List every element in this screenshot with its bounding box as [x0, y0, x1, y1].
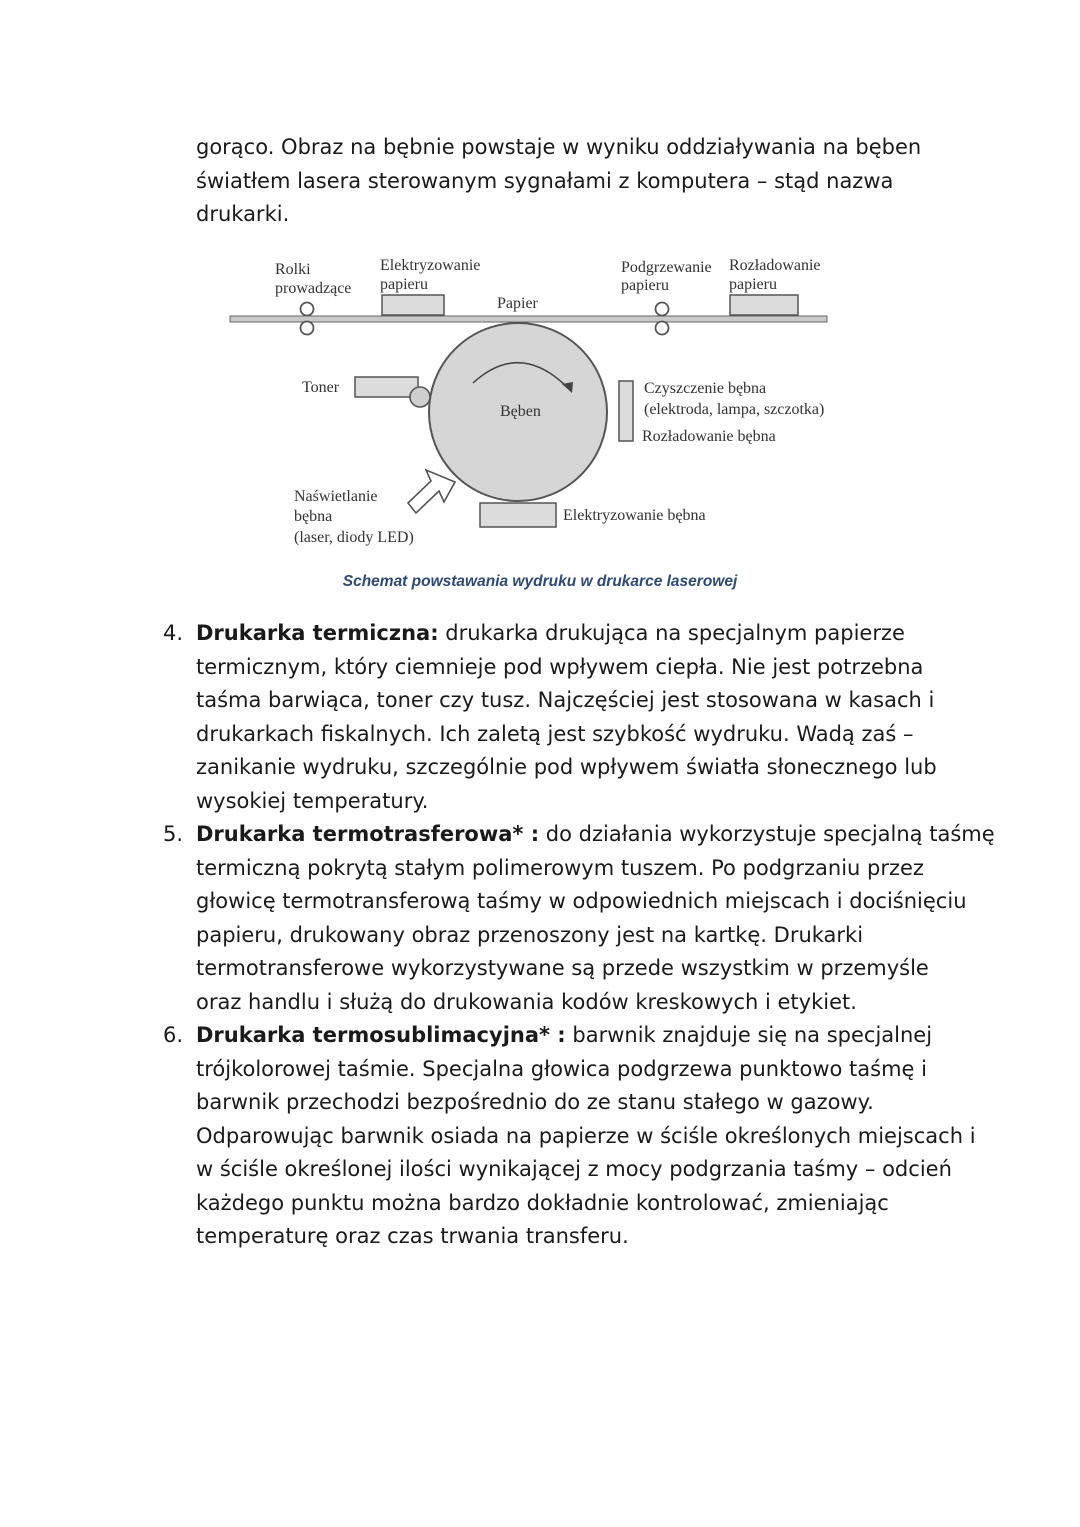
text-line: trójkolorowej taśmie. Specjalna głowica podgrzewa punktowo taśmę i — [196, 1056, 927, 1081]
text-line: barwnik znajduje się na specjalnej — [565, 1023, 933, 1047]
toner-block — [355, 377, 418, 397]
term: Drukarka termotrasferowa* : — [196, 822, 540, 846]
text-line: Odparowując barwnik osiada na papierze w ściśle określonych miejscach i — [196, 1123, 976, 1148]
label-toner: Toner — [302, 379, 340, 396]
figure-caption: Schemat powstawania wydruku w drukarce laserowej — [342, 573, 738, 590]
laser-printer-diagram — [0, 0, 1080, 600]
cleaning-element — [619, 381, 633, 441]
text-line: drukarkach fiskalnych. Ich zaletą jest szybkość wydruku. Wadą zaś – — [196, 721, 914, 746]
list-number: 4. — [163, 621, 184, 645]
term: Drukarka termiczna: — [196, 621, 439, 645]
list-number: 5. — [163, 822, 184, 846]
text-line: termicznym, który ciemnieje pod wpływem ciepła. Nie jest potrzebna — [196, 654, 924, 679]
text-line: papieru, drukowany obraz przenoszony jest na kartkę. Drukarki — [196, 922, 864, 947]
label-naswietlanie-bebna: bębna — [294, 508, 333, 525]
text-line: gorąco. Obraz na bębnie powstaje w wyniku oddziaływania na bęben — [196, 135, 922, 159]
text-line: temperaturę oraz czas trwania transferu. — [196, 1224, 629, 1248]
list-item — [163, 818, 995, 1019]
paper-path — [230, 316, 827, 322]
label-naswietlanie: Naświetlanie — [294, 488, 378, 505]
label-naswietlanie-detail: (laser, diody LED) — [294, 529, 414, 546]
paper-charging-block — [382, 295, 444, 315]
list-item — [163, 1019, 976, 1254]
term: Drukarka termosublimacyjna* : — [196, 1023, 566, 1047]
text-line: termotransferowe wykorzystywane są przede wszystkim w przemyśle — [196, 956, 929, 980]
roller-icon — [656, 303, 669, 316]
text-line: termiczną pokrytą stałym polimerowym tuszem. Po podgrzaniu przez — [196, 855, 924, 880]
printer-types-list — [163, 617, 995, 1254]
label-papier: Papier — [497, 295, 538, 312]
text-line: głowicę termotransferową taśmy w odpowiednich miejscach i dociśnięciu — [196, 889, 967, 913]
text-line: wysokiej temperatury. — [196, 788, 429, 813]
label-rozladowanie: Rozładowanie — [729, 257, 821, 274]
list-number: 6. — [163, 1023, 184, 1047]
text-line: drukarki. — [196, 202, 290, 226]
label-rozladowanie-papieru: papieru — [729, 276, 777, 293]
label-beben: Bęben — [500, 403, 541, 420]
text-line: każdego punktu można bardzo dokładnie kontrolować, zmieniając — [196, 1190, 889, 1215]
exposure-arrow-icon — [408, 470, 455, 513]
paper-discharge-block — [730, 295, 798, 315]
label-papieru: papieru — [380, 276, 428, 293]
roller-icon — [301, 322, 314, 335]
label-rolki: Rolki — [275, 261, 311, 278]
toner-roller-icon — [410, 387, 430, 407]
roller-icon — [301, 303, 314, 316]
list-item — [163, 617, 963, 818]
text-line: w ściśle określonej ilości wynikającej z mocy podgrzania taśmy – odcień — [196, 1157, 952, 1181]
text-line: światłem lasera sterowanym sygnałami z komputera – stąd nazwa — [196, 168, 894, 193]
label-podgrzewanie-papieru: papieru — [621, 277, 669, 294]
text-line: do działania wykorzystuje specjalną taśmę — [539, 822, 995, 846]
label-rozladowanie-bebna: Rozładowanie bębna — [642, 428, 776, 445]
label-czyszczenie-detail: (elektroda, lampa, szczotka) — [644, 401, 825, 418]
label-czyszczenie: Czyszczenie bębna — [644, 380, 767, 397]
roller-icon — [656, 322, 669, 335]
label-podgrzewanie: Podgrzewanie — [621, 259, 712, 276]
text-line: zanikanie wydruku, szczególnie pod wpływem światła słonecznego lub — [196, 755, 937, 779]
text-line: taśma barwiąca, toner czy tusz. Najczęściej jest stosowana w kasach i — [196, 688, 935, 712]
label-elektryzowanie-papieru: Elektryzowanie — [380, 257, 481, 274]
text-line: oraz handlu i służą do drukowania kodów kreskowych i etykiet. — [196, 989, 857, 1014]
drum-charging-block — [480, 503, 556, 527]
text-line: drukarka drukująca na specjalnym papierze — [438, 621, 905, 645]
label-prowadzace: prowadzące — [275, 280, 352, 297]
label-elektryzowanie-bebna: Elektryzowanie bębna — [563, 507, 706, 524]
text-line: barwnik przechodzi bezpośrednio do ze stanu stałego w gazowy. — [196, 1090, 874, 1114]
